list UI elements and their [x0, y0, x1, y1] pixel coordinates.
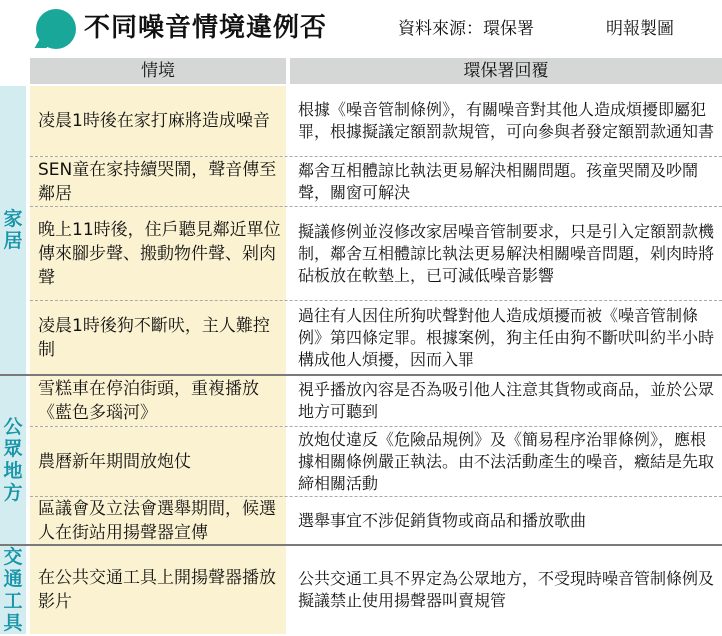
- category-label: 交通工具: [3, 546, 23, 634]
- situation-cell: 區議會及立法會選舉期間，候選人在街站用揚聲器宣傳: [30, 497, 286, 545]
- situation-cell: 農曆新年期間放炮仗: [30, 427, 286, 497]
- column-header-situation: 情境: [30, 58, 286, 84]
- table-row: [30, 546, 722, 634]
- table-row: [30, 156, 722, 207]
- table-row: [30, 426, 722, 497]
- response-cell: 選舉事宜不涉促銷貨物或商品和播放歌曲: [290, 497, 722, 545]
- situation-cell: 晚上11時後，住戶聽見鄰近單位傳來腳步聲、搬動物件聲、剁肉聲: [30, 207, 286, 301]
- column-header-response: 環保署回覆: [290, 58, 722, 84]
- category-label: 公眾地方: [3, 416, 23, 504]
- situation-cell: SEN童在家持續哭鬧，聲音傳至鄰居: [30, 157, 286, 207]
- source-note: 資料來源：環保署: [398, 19, 534, 39]
- credit-note: 明報製圖: [606, 19, 674, 39]
- situation-cell: 凌晨1時後狗不斷吠，主人難控制: [30, 301, 286, 375]
- page-title: 不同噪音情境違例否: [84, 13, 328, 43]
- response-cell: 公共交通工具不界定為公眾地方，不受現時噪音管制條例及擬議禁止使用揚聲器叫賣規管: [290, 546, 722, 634]
- response-cell: 擬議修例並沒修改家居噪音管制要求，只是引入定額罰款機制，鄰舍互相體諒比執法更易解決相關噪音問題，剁肉時將砧板放在軟墊上，已可減低噪音影響: [290, 207, 722, 301]
- category-home: [0, 86, 26, 374]
- response-cell: 根據《噪音管制條例》，有關噪音對其他人造成煩擾即屬犯罪，根據擬議定額罰款規管，可向參與者發定額罰款通知書: [290, 86, 722, 156]
- response-cell: 過往有人因住所狗吠聲對他人造成煩擾而被《噪音管制條例》第四條定罪。根據案例，狗主任由狗不斷吠叫約半小時構成他人煩擾，因而入罪: [290, 301, 722, 375]
- speech-bubble-icon: [36, 9, 76, 49]
- table-row: [30, 376, 722, 426]
- noise-table: [0, 58, 722, 634]
- category-label: 家居: [3, 208, 23, 252]
- category-public-place: [0, 376, 26, 544]
- category-transport: [0, 546, 26, 634]
- situation-cell: 在公共交通工具上開揚聲器播放影片: [30, 546, 286, 634]
- response-cell: 放炮仗違反《危險品規例》及《簡易程序治罪條例》，應根據相關條例嚴正執法。由不法活動產生的噪音，癥結是先取締相關活動: [290, 427, 722, 497]
- table-row: [30, 86, 722, 156]
- response-cell: 鄰舍互相體諒比執法更易解決相關問題。孩童哭鬧及吵鬧聲，關窗可解決: [290, 157, 722, 207]
- table-row: [30, 496, 722, 545]
- situation-cell: 凌晨1時後在家打麻將造成噪音: [30, 86, 286, 156]
- table-row: [30, 300, 722, 375]
- table-row: [30, 206, 722, 301]
- situation-cell: 雪糕車在停泊街頭，重複播放《藍色多瑙河》: [30, 376, 286, 426]
- header: [0, 0, 722, 56]
- response-cell: 視乎播放內容是否為吸引他人注意其貨物或商品，並於公眾地方可聽到: [290, 376, 722, 426]
